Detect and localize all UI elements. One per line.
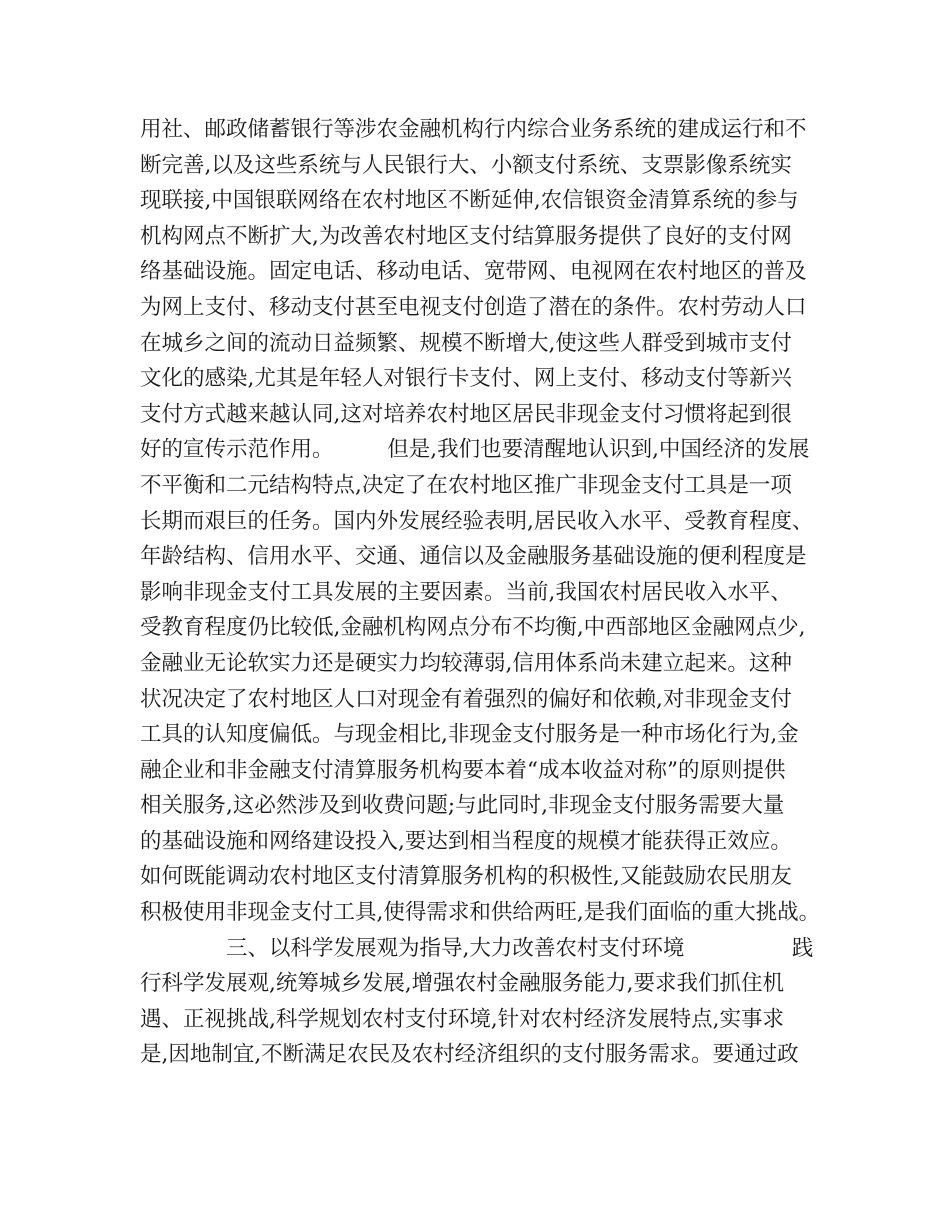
text-line: 状况决定了农村地区人口对现金有着强烈的偏好和依赖,对非现金支付 bbox=[140, 686, 792, 712]
text-line: 长期而艰巨的任务。国内外发展经验表明,居民收入水平、受教育程度、 bbox=[140, 508, 814, 534]
text-line: 的基础设施和网络建设投入,要达到相当程度的规模才能获得正效应。 bbox=[140, 828, 792, 854]
text-line: 断完善,以及这些系统与人民银行大、小额支付系统、支票影像系统实 bbox=[140, 152, 792, 178]
text-line: 文化的感染,尤其是年轻人对银行卡支付、网上支付、移动支付等新兴 bbox=[140, 366, 792, 392]
text-line: 行科学发展观,统筹城乡发展,增强农村金融服务能力,要求我们抓住机 bbox=[140, 971, 785, 997]
text-line: 为网上支付、移动支付甚至电视支付创造了潜在的条件。农村劳动人口 bbox=[140, 294, 807, 320]
text-line: 是,因地制宜,不断满足农民及农村经济组织的支付服务需求。要通过政 bbox=[140, 1042, 799, 1068]
text-line: 如何既能调动农村地区支付清算服务机构的积极性,又能鼓励农民朋友 bbox=[140, 864, 792, 890]
body-text bbox=[140, 112, 830, 1073]
text-line: 在城乡之间的流动日益频繁、规模不断增大,使这些人群受到城市支付 bbox=[140, 330, 792, 356]
text-line: 金融业无论软实力还是硬实力均较薄弱,信用体系尚未建立起来。这种 bbox=[140, 650, 792, 676]
text-line: 络基础设施。固定电话、移动电话、宽带网、电视网在农村地区的普及 bbox=[140, 259, 807, 285]
text-line: 工具的认知度偏低。与现金相比,非现金支付服务是一种市场化行为,金 bbox=[140, 722, 799, 748]
text-line: 用社、邮政储蓄银行等涉农金融机构行内综合业务系统的建成运行和不 bbox=[140, 117, 807, 142]
text-line: 现联接,中国银联网络在农村地区不断延伸,农信银资金清算系统的参与 bbox=[140, 188, 799, 214]
text-line: 好的宣传示范作用。 但是,我们也要清醒地认识到,中国经济的发展 bbox=[140, 437, 810, 463]
text-line: 三、以科学发展观为指导,大力改善农村支付环境 践 bbox=[140, 935, 814, 961]
text-line: 影响非现金支付工具发展的主要因素。当前,我国农村居民收入水平、 bbox=[140, 579, 792, 605]
text-line: 机构网点不断扩大,为改善农村地区支付结算服务提供了良好的支付网 bbox=[140, 223, 792, 249]
text-line: 积极使用非现金支付工具,使得需求和供给两旺,是我们面临的重大挑战。 bbox=[140, 900, 821, 926]
text-line: 年龄结构、信用水平、交通、通信以及金融服务基础设施的便利程度是 bbox=[140, 544, 807, 570]
text-line: 遇、正视挑战,科学规划农村支付环境,针对农村经济发展特点,实事求 bbox=[140, 1006, 785, 1032]
text-line: 相关服务,这必然涉及到收费问题;与此同时,非现金支付服务需要大量 bbox=[140, 793, 785, 819]
text-line: 融企业和非金融支付清算服务机构要本着“成本收益对称”的原则提供 bbox=[140, 757, 786, 783]
text-line: 支付方式越来越认同,这对培养农村地区居民非现金支付习惯将起到很 bbox=[140, 401, 792, 427]
text-line: 受教育程度仍比较低,金融机构网点分布不均衡,中西部地区金融网点少, bbox=[140, 615, 806, 641]
text-line: 不平衡和二元结构特点,决定了在农村地区推广非现金支付工具是一项 bbox=[140, 472, 792, 498]
